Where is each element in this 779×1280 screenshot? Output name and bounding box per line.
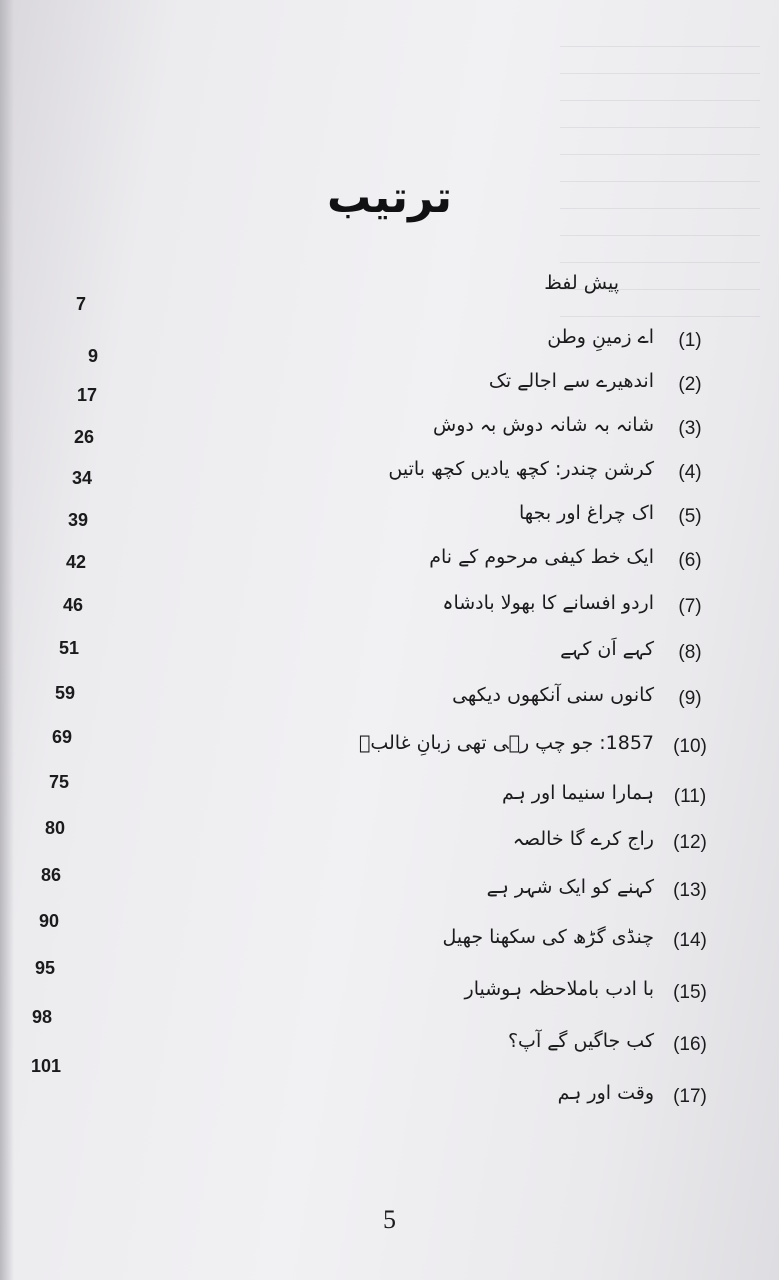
toc-page-number: 95: [34, 958, 55, 978]
toc-row: [0, 326, 779, 370]
toc-page-number: 51: [58, 638, 79, 658]
toc-number: (15): [673, 982, 707, 1003]
toc-page-number: 26: [73, 427, 94, 447]
toc-page-number: 9: [87, 346, 98, 366]
toc-title: کہنے کو ایک شہر ہے: [486, 876, 654, 898]
toc-number: (5): [678, 506, 702, 527]
toc-page-number: 17: [76, 385, 97, 405]
toc-number: (1): [678, 330, 702, 351]
toc-page-number: 75: [48, 772, 69, 792]
toc-title: کرشن چندر: کچھ یادیں کچھ باتیں: [388, 458, 654, 480]
toc-number: (3): [678, 418, 702, 439]
toc-title: کانوں سنی آنکھوں دیکھی: [452, 684, 654, 706]
toc-row: [0, 638, 779, 682]
toc-title: چنڈی گڑھ کی سکھنا جھیل: [442, 926, 654, 948]
toc-page-number: 69: [51, 727, 72, 747]
toc-title: راج کرے گا خالصہ: [512, 828, 654, 850]
toc-row: [0, 684, 779, 728]
page-folio: 5: [383, 1205, 396, 1234]
toc-title: ایک خط کیفی مرحوم کے نام: [429, 546, 654, 568]
toc-page-number: 42: [65, 552, 86, 572]
toc-title: با ادب باملاحظہ ہوشیار: [464, 978, 654, 1000]
toc-page-number: 86: [40, 865, 61, 885]
toc-row: [0, 592, 779, 636]
toc-number: (14): [673, 930, 707, 951]
page-title: ترتیب: [327, 172, 452, 223]
toc-row: [0, 370, 779, 414]
toc-row: [0, 414, 779, 458]
toc-page-number: 46: [62, 595, 83, 615]
toc-number: (8): [678, 642, 702, 663]
toc-title: ہمارا سنیما اور ہم: [501, 782, 654, 804]
toc-number: (7): [678, 596, 702, 617]
toc-page-number: 98: [31, 1007, 52, 1027]
toc-title: 1857: جو چپ رہی تھی زبانِ غالبؔ: [358, 732, 654, 754]
toc-row: [0, 546, 779, 590]
toc-page-number: 80: [44, 818, 65, 838]
toc-number: (6): [678, 550, 702, 571]
toc-number: (12): [673, 832, 707, 853]
toc-row: [0, 458, 779, 502]
toc-number: (4): [678, 462, 702, 483]
toc-title: اردو افسانے کا بھولا بادشاہ: [442, 592, 654, 614]
toc-intro-page: 7: [76, 294, 87, 314]
toc-page-number: 90: [38, 911, 59, 931]
toc-number: (10): [673, 736, 707, 757]
toc-number: (11): [673, 786, 707, 807]
toc-title: اندھیرے سے اجالے تک: [488, 370, 654, 392]
toc-page-number: 101: [30, 1056, 61, 1076]
toc-page-number: 34: [71, 468, 92, 488]
toc-row: [0, 1082, 779, 1126]
toc-intro-label: پیش لفظ: [544, 272, 619, 294]
toc-title: اک چراغ اور بجھا: [519, 502, 654, 524]
toc-number: (2): [678, 374, 702, 395]
toc-row: [0, 876, 779, 920]
toc-number: (13): [673, 880, 707, 901]
toc-page-number: 59: [54, 683, 75, 703]
toc-row: [0, 732, 779, 776]
toc-row: [0, 926, 779, 970]
toc-page-number: 39: [67, 510, 88, 530]
toc-number: (17): [673, 1086, 707, 1107]
toc-number: (16): [673, 1034, 707, 1055]
toc-title: کب جاگیں گے آپ؟: [507, 1030, 654, 1052]
toc-row: [0, 502, 779, 546]
toc-title: اے زمینِ وطن: [547, 326, 654, 348]
toc-number: (9): [678, 688, 702, 709]
toc-row: [0, 1030, 779, 1074]
toc-title: وقت اور ہم: [557, 1082, 654, 1104]
toc-row: [0, 978, 779, 1022]
toc-title: کہے اَن کہے: [560, 638, 654, 660]
toc-title: شانہ بہ شانہ دوش بہ دوش: [433, 414, 654, 436]
